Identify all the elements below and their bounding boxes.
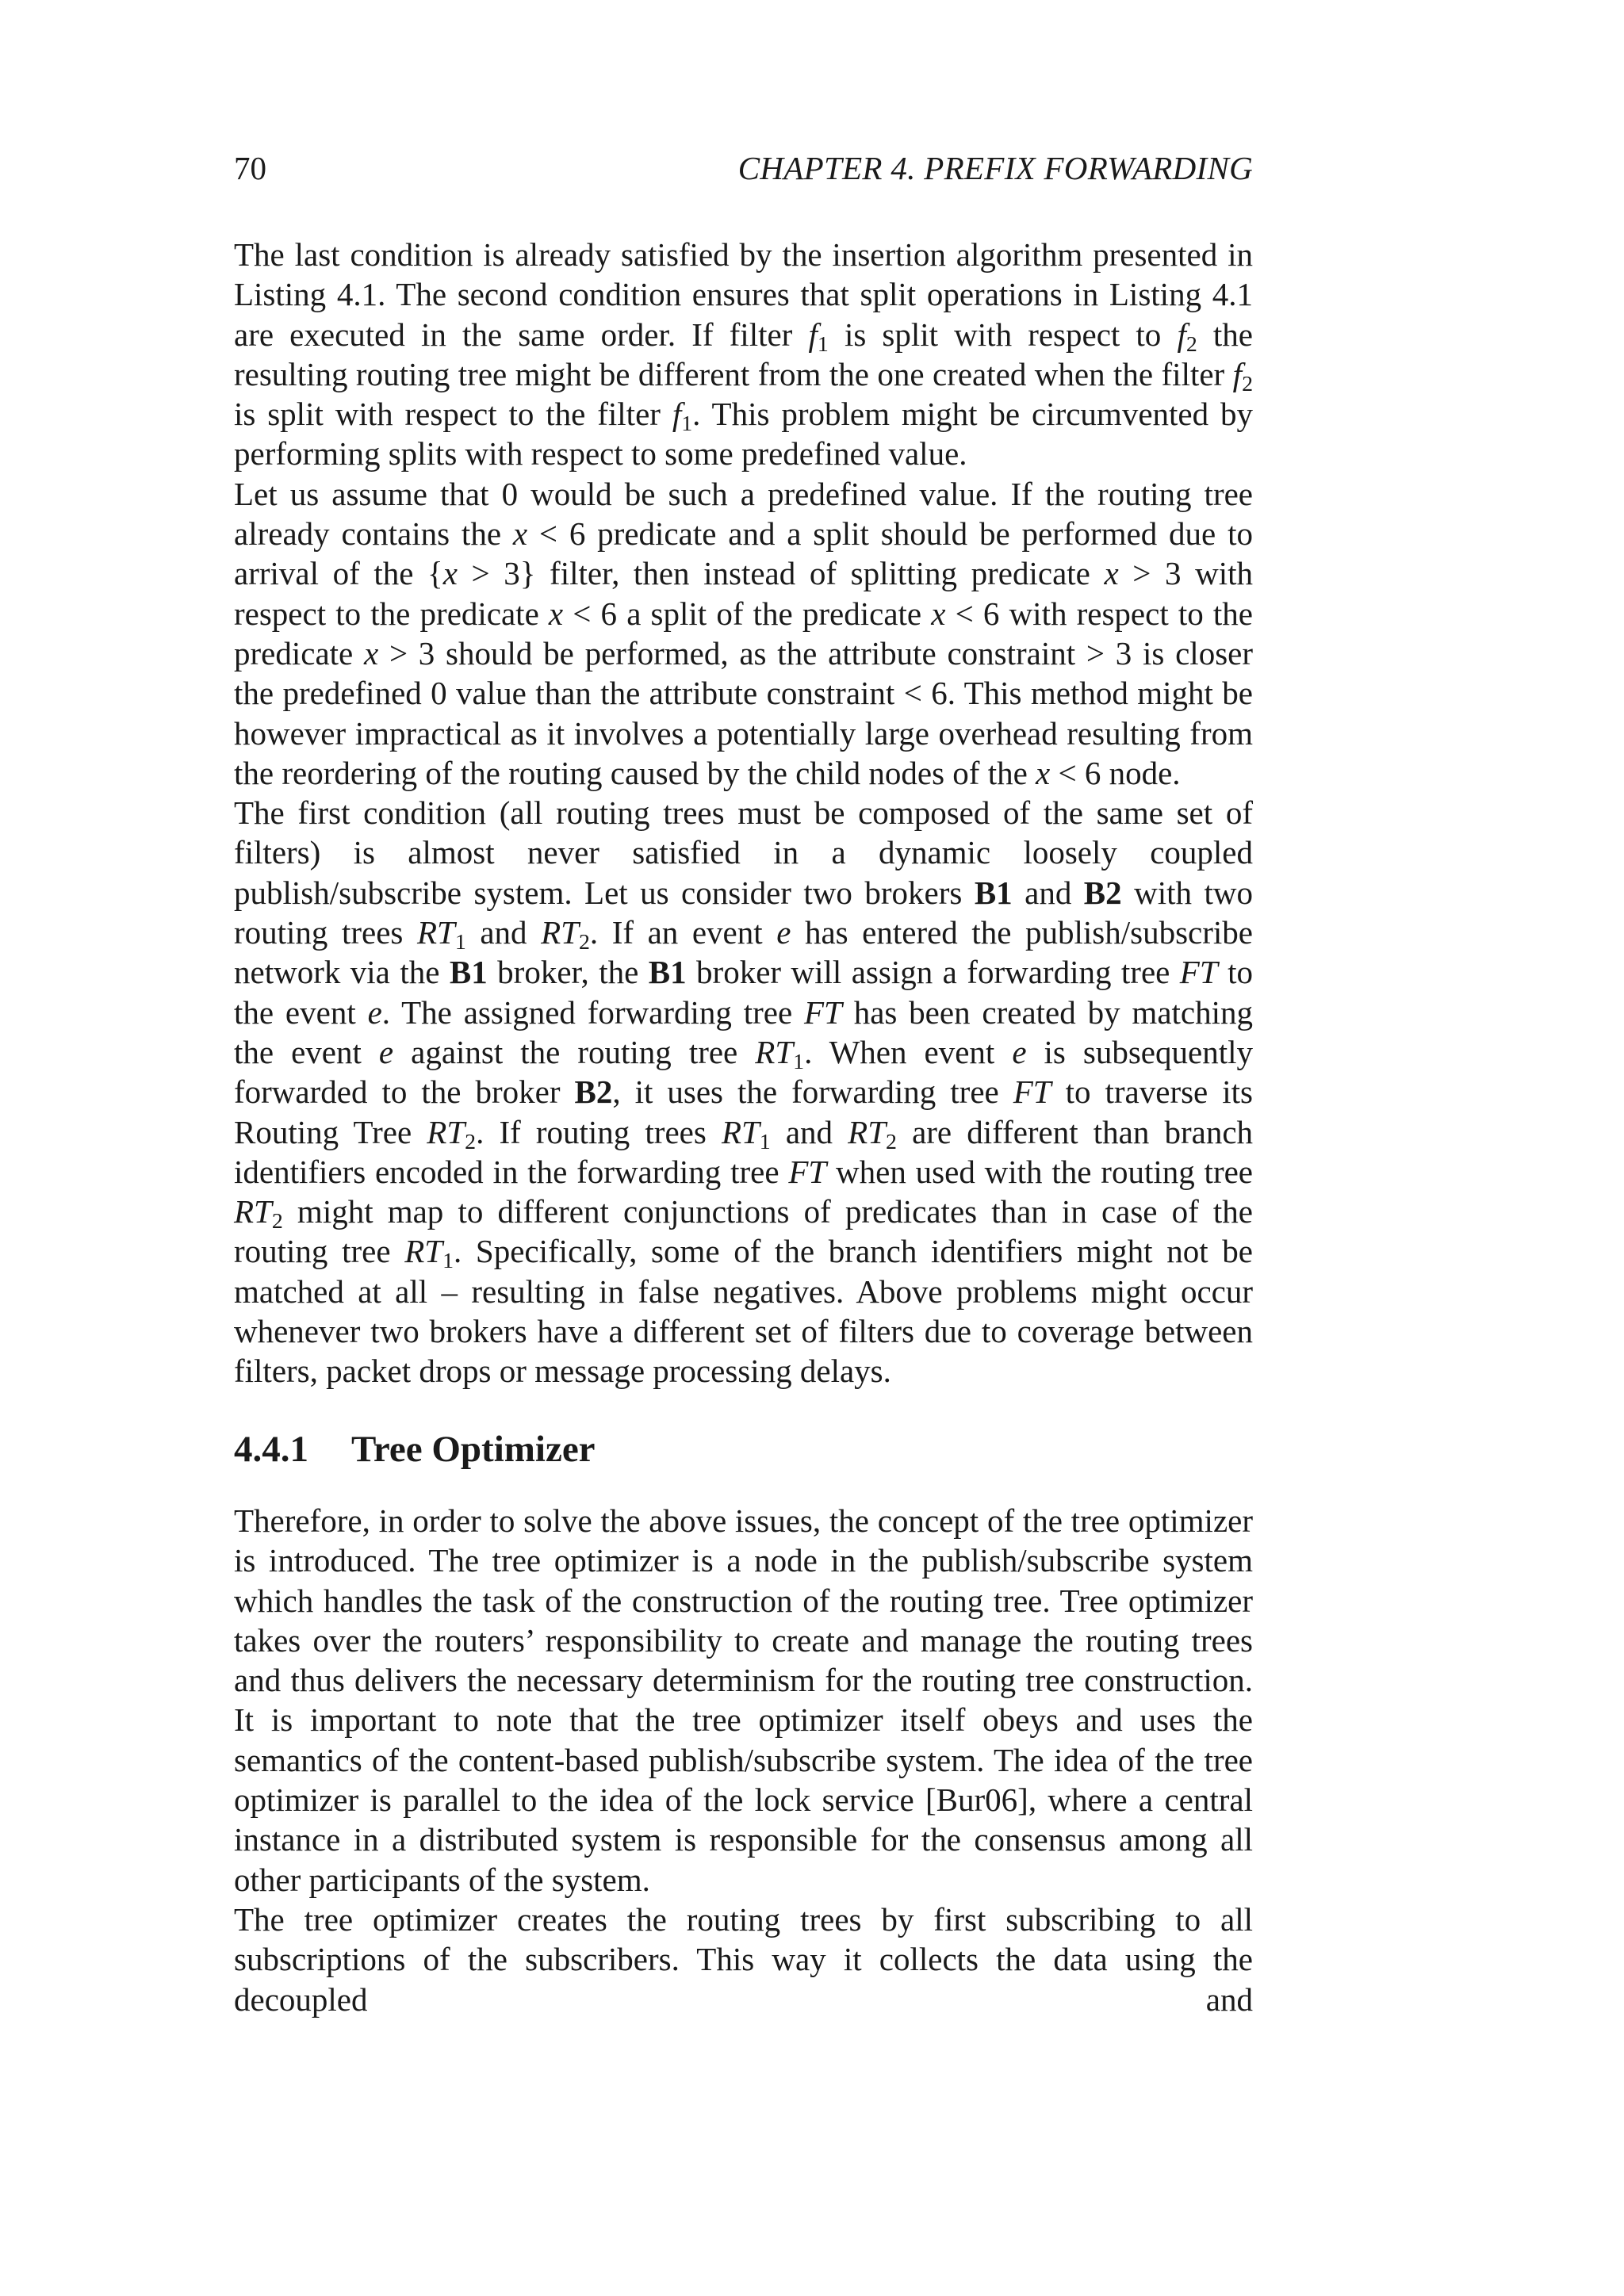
paragraph: The tree optimizer creates the routing trees by first subscribing to all subscriptions of the subscribers. This way it collects the data using the decoupled and [234,1900,1253,2018]
running-chapter-title: CHAPTER 4. PREFIX FORWARDING [737,150,1253,186]
paragraph: Therefore, in order to solve the above issues, the concept of the tree optimizer is introduced. The tree optimizer is a node in the publish/subscribe system which handles the task of the construction of the routing tree. Tree optimizer takes over the routers’ responsibility to create and manage the routing trees and thus delivers the necessary determinism for the routing tree construction. It is important to note that the tree optimizer itself obeys and uses the semantics of the content-based publish/subscribe system. The idea of the tree optimizer is parallel to the idea of the lock service [Bur06], where a central instance in a distributed system is responsible for the consensus among all other participants of the system. [234,1502,1253,1898]
section-number: 4.4.1 [234,1429,308,1470]
body-text-bottom [234,1501,1253,2019]
paragraph: The first condition (all routing trees must be composed of the same set of filters) is almost never satisfied in a dynamic loosely coupled publish/subscribe system. Let us consider two brokers B1 and B2 with two routing trees $RT_1$ and $RT_2$. If an event e has entered the publish/subscribe network via the B1 broker, the B1 broker will assign a forwarding tree FT to the event e. The assigned forwarding tree FT has been created by matching the event e against the routing tree $RT_1$. When event e is subsequently forwarded to the broker B2, it uses the forwarding tree FT to traverse its Routing Tree $RT_2$. If routing trees $RT_1$ and $RT_2$ are different than branch identifiers encoded in the forwarding tree FT when used with the routing tree $RT_2$ might map to different conjunctions of predicates than in case of the routing tree $RT_1$. Specifically, some of the branch identifiers might not be matched at all – resulting in false negatives. Above problems might occur whenever two brokers have a different set of filters due to coverage between filters, packet drops or message processing delays. [234,794,1254,1390]
paragraph: The last condition is already satisfied by the insertion algorithm presented in Listing 4.1. The second condition ensures that split operations in Listing 4.1 are executed in the same order. If filter $f_1$ is split with respect to $f_2$ the resulting routing tree might be different from the one created when the filter $f_2$ is split with respect to the filter $f_1$. This problem might be circumvented by performing splits with respect to some predefined value. [234,236,1253,473]
paragraph: Let us assume that 0 would be such a predefined value. If the routing tree already contains the x < 6 predicate and a split should be performed due to arrival of the {x > 3} filter, then instead of splitting predicate x > 3 with respect to the predicate x < 6 a split of the predicate x < 6 with respect to the predicate x > 3 should be performed, as the attribute constraint > 3 is closer the predefined 0 value than the attribute constraint < 6. This method might be however impractical as it involves a potentially large overhead resulting from the reordering of the routing caused by the child nodes of the x < 6 node. [234,475,1253,791]
section-heading [234,1427,596,1471]
section-title: Tree Optimizer [351,1429,596,1470]
page-number: 70 [234,150,266,186]
body-text-top [234,235,1253,1391]
